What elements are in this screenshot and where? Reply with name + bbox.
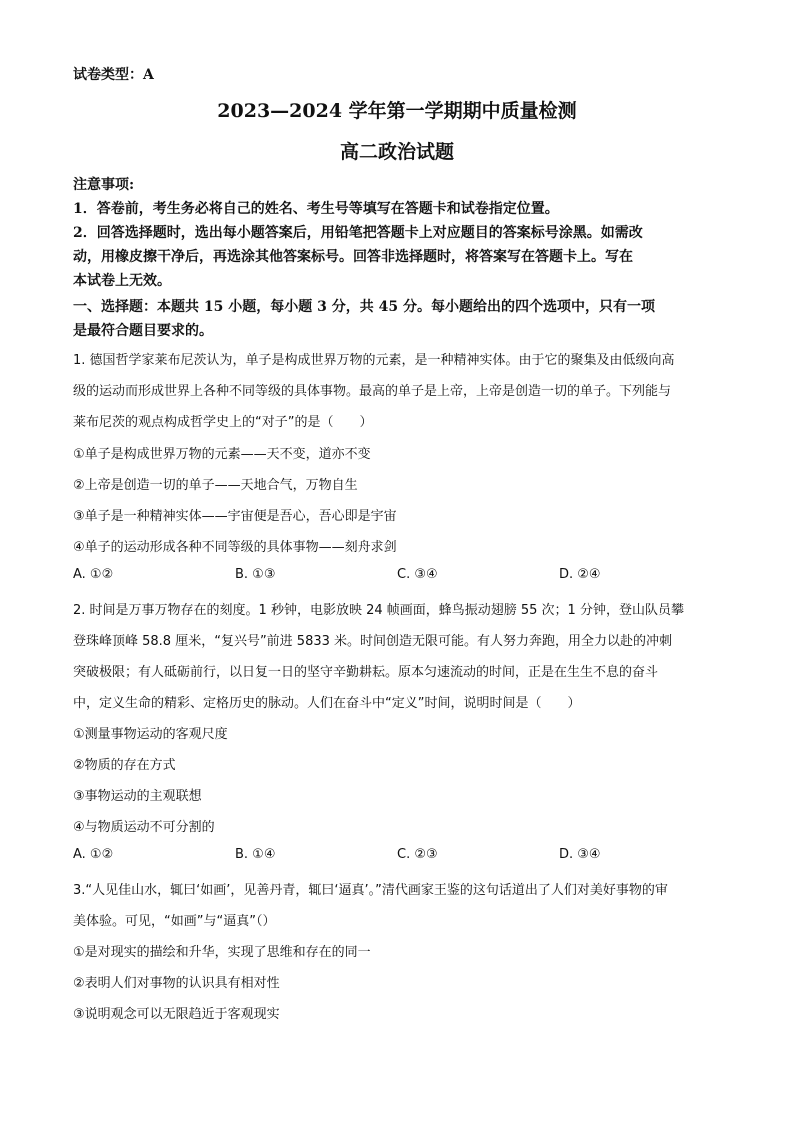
notice-item-2-line-1: 2．回答选择题时，选出每小题答案后，用铅笔把答题卡上对应题目的答案标号涂黑。如需改	[73, 225, 643, 241]
question-2-option-d: D. ③④	[559, 847, 601, 862]
question-2-statement-1: ①测量事物运动的客观尺度	[73, 727, 228, 742]
notice-item-1: 1．答卷前，考生务必将自己的姓名、考生号等填写在答题卡和试卷指定位置。	[73, 201, 559, 217]
question-1-statement-1: ①单子是构成世界万物的元素——天不变，道亦不变	[73, 447, 371, 462]
question-2-stem-line-2: 登珠峰顶峰 58.8 厘米，“复兴号”前进 5833 米。时间创造无限可能。有人努力奔跑，用全力以赴的冲刺	[73, 634, 673, 649]
question-1-statement-4: ④单子的运动形成各种不同等级的具体事物——刻舟求剑	[73, 540, 397, 555]
paper-type-label: 试卷类型：A	[73, 67, 154, 83]
question-1-option-d: D. ②④	[559, 567, 601, 582]
exam-subtitle: 高二政治试题	[339, 141, 454, 163]
question-2-statement-2: ②物质的存在方式	[73, 758, 176, 773]
question-1-stem-line-3: 莱布尼茨的观点构成哲学史上的“对子”的是（ ）	[73, 415, 373, 430]
question-3-statement-3: ③说明观念可以无限趋近于客观现实	[73, 1007, 280, 1022]
question-1-statement-3: ③单子是一种精神实体——宇宙便是吾心，吾心即是宇宙	[73, 509, 397, 524]
question-1-statement-2: ②上帝是创造一切的单子——天地合气，万物自生	[73, 478, 358, 493]
question-2-option-b: B. ①④	[235, 847, 276, 862]
question-1-option-c: C. ③④	[397, 567, 438, 582]
question-2-option-c: C. ②③	[397, 847, 438, 862]
question-2-option-a: A. ①②	[73, 847, 114, 862]
question-1-option-a: A. ①②	[73, 567, 114, 582]
question-1-option-b: B. ①③	[235, 567, 276, 582]
section-heading-line-1: 一、选择题：本题共 15 小题，每小题 3 分，共 45 分。每小题给出的四个选项中，只有一项	[73, 299, 655, 315]
question-3-statement-2: ②表明人们对事物的认识具有相对性	[73, 976, 280, 991]
exam-title: 2023—2024 学年第一学期期中质量检测	[217, 100, 577, 122]
question-3-stem-line-1: 3.“人见佳山水，辄曰‘如画’，见善丹青，辄曰‘逼真’。”清代画家王鉴的这句话道出了人们对美好事物的审	[73, 883, 668, 898]
section-heading-line-2: 是最符合题目要求的。	[73, 323, 213, 339]
notice-heading: 注意事项:	[73, 177, 135, 193]
question-2-statement-3: ③事物运动的主观联想	[73, 789, 202, 804]
question-1-stem-line-1: 1. 德国哲学家莱布尼茨认为，单子是构成世界万物的元素，是一种精神实体。由于它的聚集及由低级向高	[73, 353, 675, 368]
question-2-stem-line-4: 中，定义生命的精彩、定格历史的脉动。人们在奋斗中“定义”时间，说明时间是（ ）	[73, 696, 581, 711]
question-2-statement-4: ④与物质运动不可分割的	[73, 820, 215, 835]
question-2-stem-line-3: 突破极限；有人砥砺前行，以日复一日的坚守辛勤耕耘。原本匀速流动的时间，正是在生生不息的奋斗	[73, 665, 659, 680]
question-3-stem-line-2: 美体验。可见，“如画”与“逼真”（）	[73, 914, 276, 929]
question-2-stem-line-1: 2. 时间是万事万物存在的刻度。1 秒钟，电影放映 24 帧画面，蜂鸟振动翅膀 55 次；1 分钟，登山队员攀	[73, 603, 684, 618]
question-1-stem-line-2: 级的运动而形成世界上各种不同等级的具体事物。最高的单子是上帝，上帝是创造一切的单子。下列能与	[73, 384, 672, 399]
notice-item-2-line-2: 动，用橡皮擦干净后，再选涂其他答案标号。回答非选择题时，将答案写在答题卡上。写在	[73, 249, 633, 265]
question-3-statement-1: ①是对现实的描绘和升华，实现了思维和存在的同一	[73, 945, 371, 960]
notice-item-2-line-3: 本试卷上无效。	[73, 273, 171, 289]
